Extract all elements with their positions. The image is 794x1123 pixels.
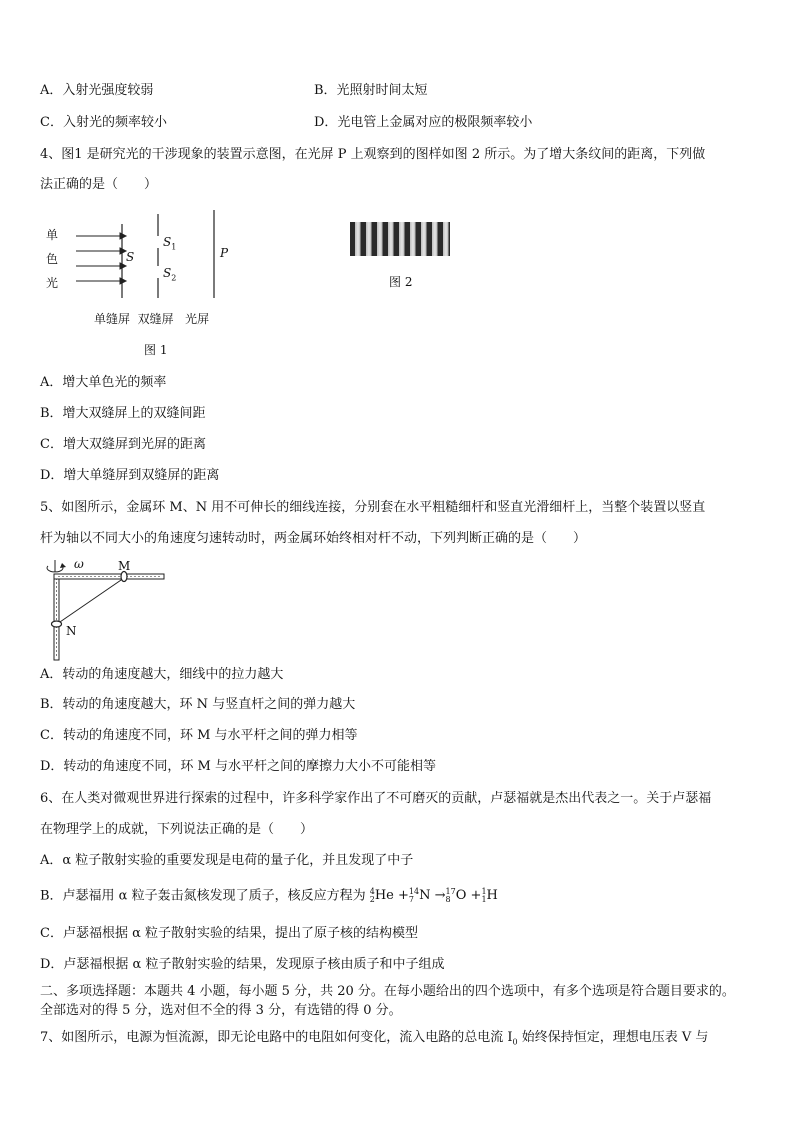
fig1-light-char-3: 光	[46, 276, 59, 290]
q5-fig-label-m: M	[118, 559, 131, 573]
nuclear-equation: 4 2 He + 14 7 N → 17 8 O + 1 1 H	[369, 886, 498, 904]
q5-option-b: B．转动的角速度越大，环 N 与竖直杆之间的弹力越大	[40, 697, 356, 712]
fig1-label-s1: $S_1$	[163, 235, 177, 252]
q6-stem-line2: 在物理学上的成就，下列说法正确的是（ ）	[40, 822, 314, 837]
q3-option-a: A．入射光强度较弱	[40, 83, 154, 98]
fig1-light-char-2: 色	[46, 252, 59, 266]
q5-option-a: A．转动的角速度越大，细线中的拉力越大	[40, 667, 284, 682]
q6-option-c: C．卢瑟福根据 α 粒子散射实验的结果，提出了原子核的结构模型	[40, 926, 418, 941]
q4-stem-line2: 法正确的是（ ）	[40, 177, 158, 192]
q4-option-c: C．增大双缝屏到光屏的距离	[40, 437, 206, 452]
q4-option-b: B．增大双缝屏上的双缝间距	[40, 406, 206, 421]
section2-instructions-line1: 二、多项选择题：本题共 4 小题，每小题 5 分，共 20 分。在每小题给出的四个选项中，有多个选项是符合题目要求的。	[40, 984, 735, 999]
q6-option-d: D．卢瑟福根据 α 粒子散射实验的结果，发现原子核由质子和中子组成	[40, 957, 445, 972]
q6-stem-line1: 6、在人类对微观世界进行探索的过程中，许多科学家作出了不可磨灭的贡献，卢瑟福就是杰出代表之一。关于卢瑟福	[40, 791, 712, 806]
q5-option-d: D．转动的角速度不同，环 M 与水平杆之间的摩擦力大小不可能相等	[40, 759, 436, 774]
figure-2-fringe-pattern	[350, 222, 450, 256]
q4-stem-line1: 4、图1 是研究光的干涉现象的装置示意图，在光屏 P 上观察到的图样如图 2 所示。为了增大条纹间的距离，下列做	[40, 147, 706, 162]
q6-option-b	[40, 887, 498, 906]
q6-option-a: A．α 粒子散射实验的重要发现是电荷的量子化，并且发现了中子	[40, 853, 414, 868]
fig1-caption: 图 1	[144, 343, 168, 357]
rotating-rods-diagram	[38, 558, 168, 662]
q5-fig-label-n: N	[66, 624, 77, 638]
fig1-light-char-1: 单	[46, 228, 59, 242]
q5-option-c: C．转动的角速度不同，环 M 与水平杆之间的弹力相等	[40, 728, 358, 743]
q5-stem-line2: 杆为轴以不同大小的角速度匀速转动时，两金属环始终相对杆不动，下列判断正确的是（ ）	[40, 531, 587, 546]
q5-stem-line1: 5、如图所示，金属环 M、N 用不可伸长的细线连接，分别套在水平粗糙细杆和竖直光滑细杆上，当整个装置以竖直	[40, 500, 706, 515]
section2-instructions-line2: 全部选对的得 5 分，选对但不全的得 3 分，有选错的得 0 分。	[40, 1003, 402, 1018]
double-slit-diagram	[40, 210, 240, 310]
q3-option-d: D．光电管上金属对应的极限频率较小	[314, 115, 533, 130]
q7-stem-line1: 7、如图所示，电源为恒流源，即无论电路中的电阻如何变化，流入电路的总电流 $I_0$ 始终保持恒定，理想电压表 V 与	[40, 1030, 709, 1047]
fig1-label-s: S	[126, 250, 135, 264]
fig1-label-p: P	[220, 246, 229, 260]
q3-option-b: B．光照射时间太短	[314, 83, 428, 98]
fig1-label-s2: $S_2$	[163, 266, 177, 283]
q4-option-d: D．增大单缝屏到双缝屏的距离	[40, 468, 220, 483]
q6-option-b-text: B．卢瑟福用 α 粒子轰击氮核发现了质子，核反应方程为	[40, 888, 366, 904]
q3-option-c: C．入射光的频率较小	[40, 115, 167, 130]
fig1-screen-labels: 单缝屏 双缝屏 光屏	[94, 312, 210, 326]
fig2-caption: 图 2	[389, 275, 413, 289]
q4-option-a: A．增大单色光的频率	[40, 375, 167, 390]
q5-fig-omega: ω	[74, 557, 84, 571]
